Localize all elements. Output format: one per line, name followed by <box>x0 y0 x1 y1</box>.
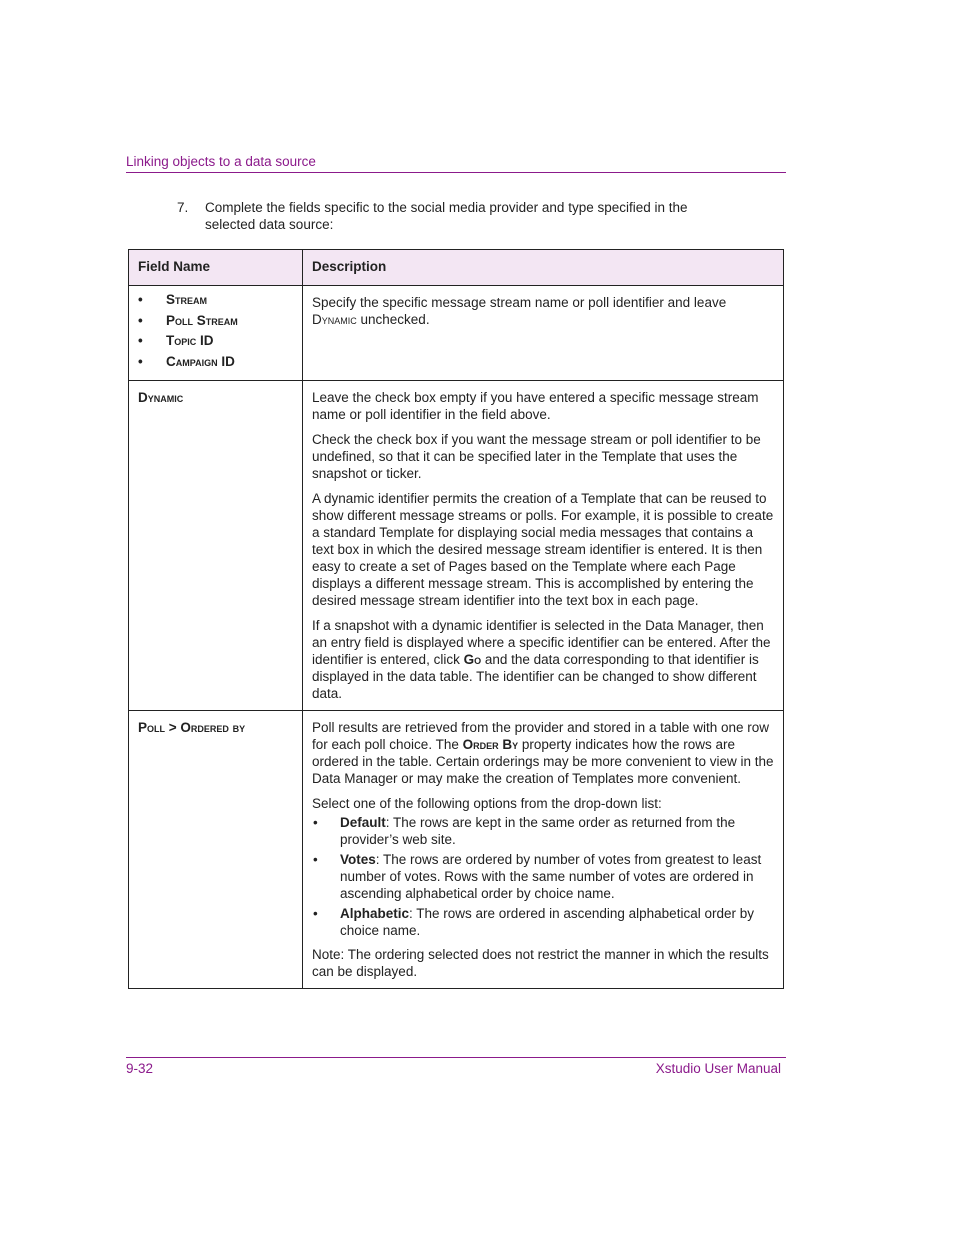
ordered-by-paragraph-1-post: property indicates how the rows are ordered in the table. Certain orderings may be more convenient to view in the Data Manager or may make the creation of Templates more convenient. <box>312 737 774 786</box>
ordered-by-paragraph-1-pre: Poll results are retrieved from the provider and stored in a table with one row for each poll choice. The <box>312 720 769 752</box>
ordered-by-paragraph-1 <box>312 719 774 787</box>
field-list <box>138 291 293 370</box>
footer-rule <box>126 1057 786 1058</box>
step-text: Complete the fields specific to the social media provider and type specified in the selected data source: <box>205 200 688 232</box>
option-alphabetic-text: : The rows are ordered in ascending alphabetical order by choice name. <box>340 906 754 938</box>
field-topic-id: • Topic ID <box>138 332 293 349</box>
description-cell-dynamic <box>303 381 784 711</box>
option-alphabetic <box>312 905 774 939</box>
field-description-table <box>128 249 784 989</box>
ordering-note: Note: The ordering selected does not restrict the manner in which the results can be displayed. <box>312 947 769 979</box>
dynamic-paragraph-4-pre: If a snapshot with a dynamic identifier is selected in the Data Manager, then an entry field is displayed where a specific identifier can be entered. After the identifier is entered, click <box>312 618 771 667</box>
table-row <box>129 286 784 381</box>
step-number: 7. <box>177 200 189 215</box>
dynamic-paragraph-1: Leave the check box empty if you have entered a specific message stream name or poll identifier in the field above. <box>312 390 759 422</box>
option-votes <box>312 851 774 902</box>
dynamic-paragraph-2: Check the check box if you want the message stream or poll identifier to be undefined, so that it can be specified later in the Template that uses the snapshot or ticker. <box>312 432 761 481</box>
option-alphabetic-name: Alphabetic <box>340 906 410 921</box>
field-cell-poll-ordered-by: Poll > Ordered by <box>129 711 303 989</box>
description-cell-poll-ordered-by <box>303 711 784 989</box>
running-header: Linking objects to a data source <box>126 154 316 169</box>
description-text-pre: Specify the specific message stream name or poll identifier and leave <box>312 295 727 310</box>
dynamic-paragraph-4 <box>312 617 774 702</box>
field-stream: • Stream <box>138 291 293 308</box>
option-default-name: Default <box>340 815 386 830</box>
column-header-description: Description <box>303 250 784 286</box>
option-votes-name: Votes <box>340 852 376 867</box>
ordered-by-paragraph-2: Select one of the following options from the drop-down list: <box>312 796 662 811</box>
dynamic-paragraph-3: A dynamic identifier permits the creation of a Template that can be reused to show different message streams or polls. For example, it is possible to create a standard Template for displaying social media messages that contains a text box in which the desired message stream identifier is entered. It is then easy to create a set of Pages based on the Template where each Page displays a different message stream. This is accomplished by entering the desired message stream identifier into the text box in each page. <box>312 491 774 608</box>
table-row <box>129 711 784 989</box>
go-keyword: Go <box>463 652 482 667</box>
field-poll-stream: • Poll Stream <box>138 312 293 329</box>
column-header-field-name: Field Name <box>129 250 303 286</box>
table-row <box>129 381 784 711</box>
header-rule <box>126 172 786 173</box>
manual-title: Xstudio User Manual <box>655 1061 781 1076</box>
field-cell-dynamic: Dynamic <box>129 381 303 711</box>
description-cell-stream <box>303 286 784 381</box>
option-votes-text: : The rows are ordered by number of votes from greatest to least number of votes. Rows with the same number of votes are ordered in ascending alphabetical order by choice name. <box>340 852 762 901</box>
field-cell-stream <box>129 286 303 381</box>
order-options-list <box>312 814 774 939</box>
option-default-text: : The rows are kept in the same order as returned from the provider’s web site. <box>340 815 736 847</box>
dynamic-keyword: Dynamic <box>312 312 357 327</box>
field-campaign-id: • Campaign ID <box>138 353 293 370</box>
step-7 <box>177 199 737 233</box>
page-number: 9-32 <box>126 1061 154 1076</box>
description-text <box>312 294 774 328</box>
option-default <box>312 814 774 848</box>
dynamic-paragraph-4-post: and the data corresponding to that identifier is displayed in the data table. The identifier can be changed to show different data. <box>312 652 759 701</box>
description-text-post: unchecked. <box>356 312 430 327</box>
order-by-keyword: Order By <box>462 737 519 752</box>
table-header-row <box>129 250 784 286</box>
